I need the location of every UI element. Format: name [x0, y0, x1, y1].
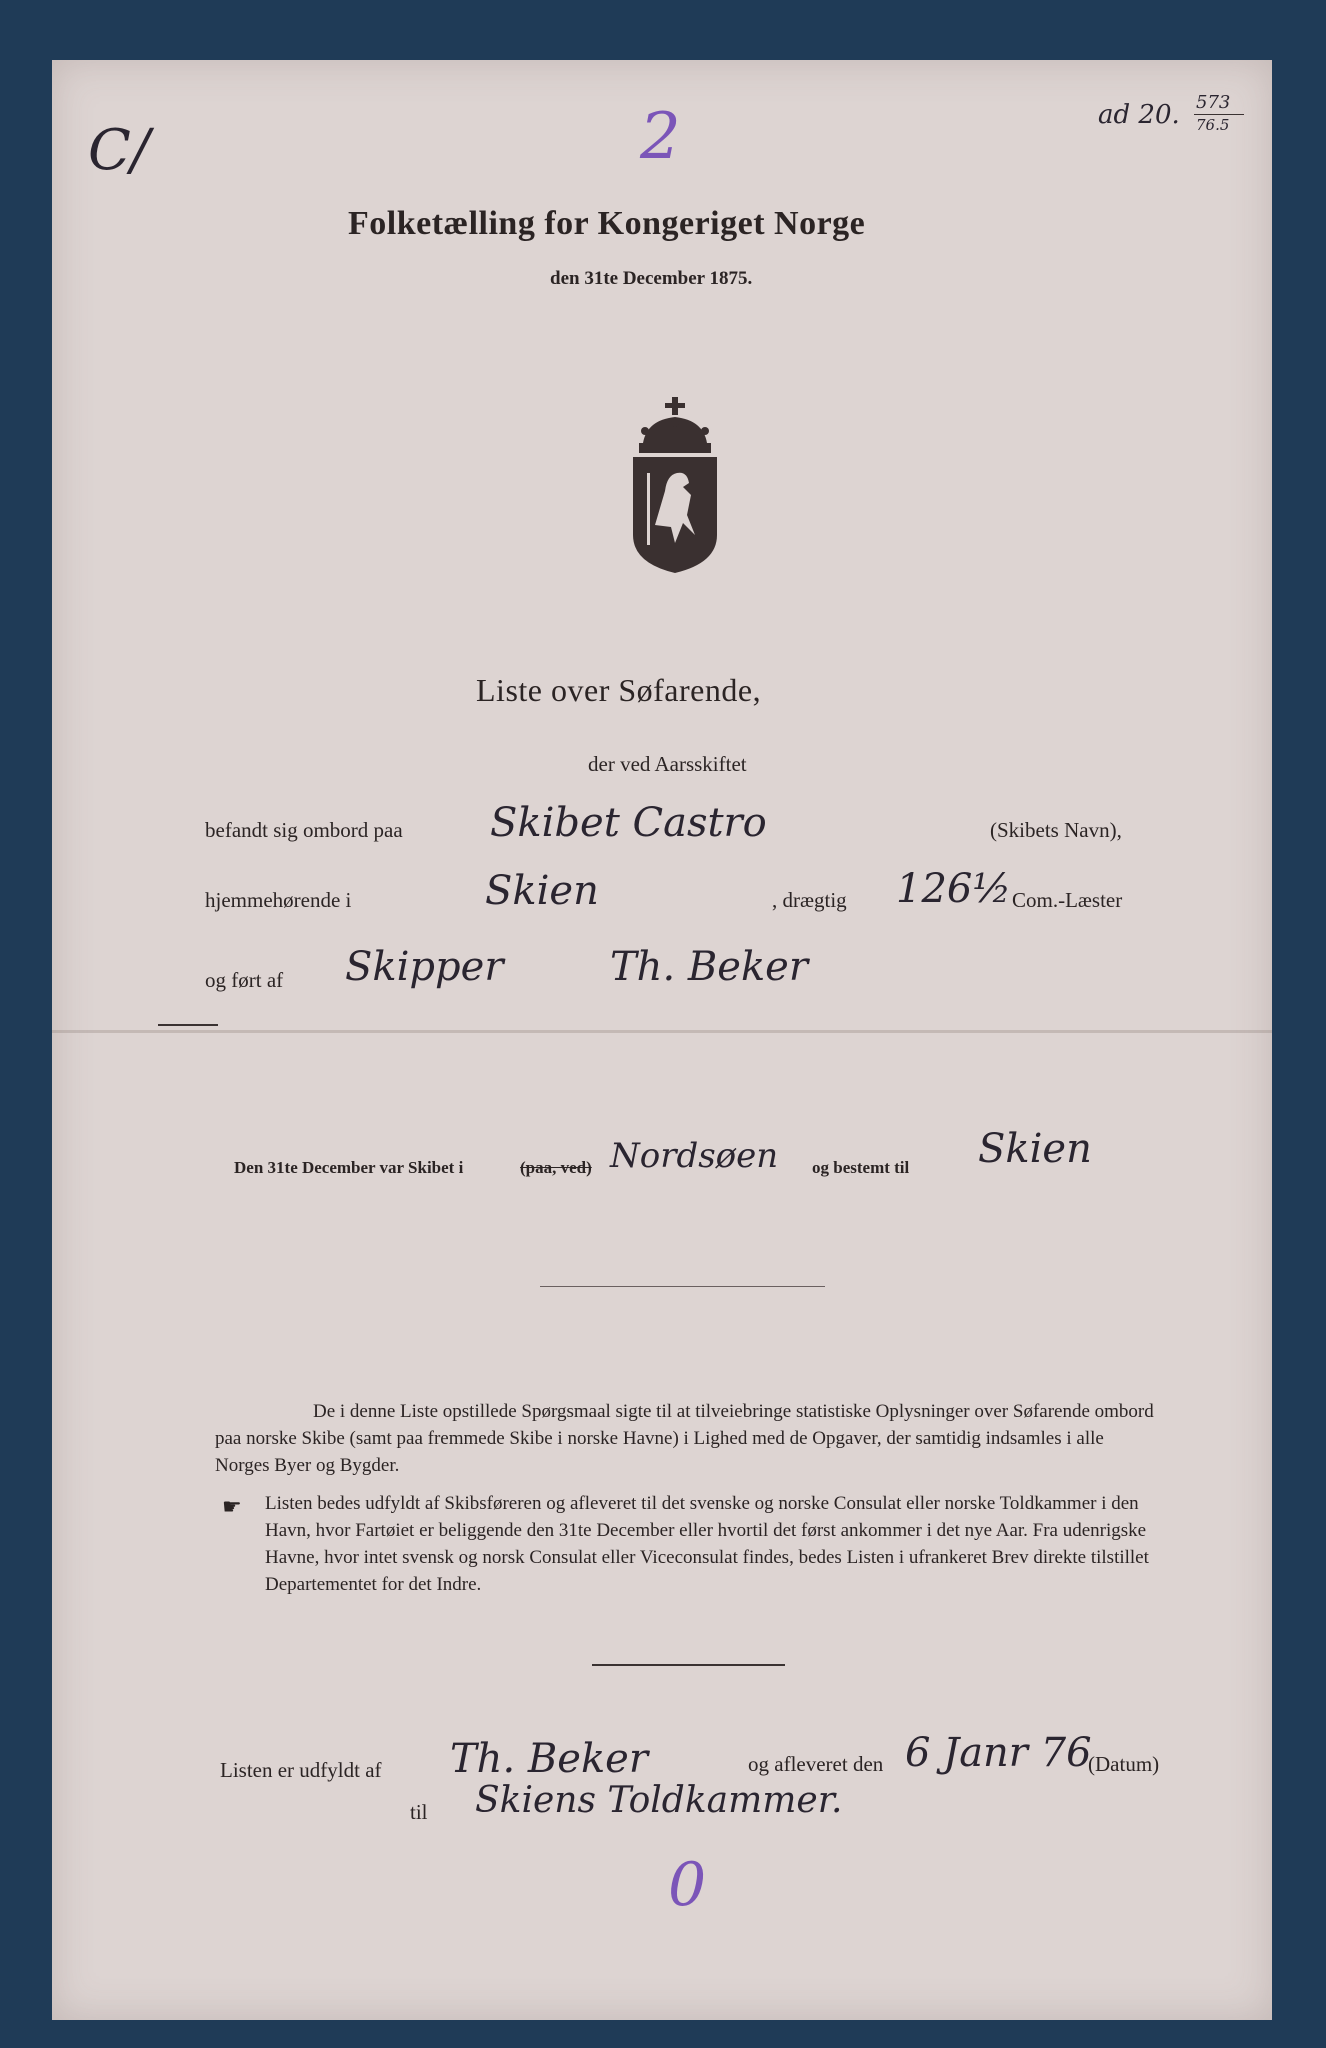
destination-value: Skien — [978, 1126, 1092, 1172]
date-suffix: (Datum) — [1088, 1752, 1160, 1776]
master-label: og ført af — [205, 968, 284, 992]
document-title: Folketælling for Kongeriget Norge — [348, 205, 866, 242]
filled-by-value: Th. Beker — [450, 1736, 648, 1782]
form-subtitle: Liste over Søfarende, — [476, 672, 762, 708]
bottom-mark: 0 — [668, 1850, 707, 1920]
coat-of-arms-icon — [625, 395, 725, 575]
filled-by-label: Listen er udfyldt af — [220, 1758, 382, 1782]
position-value: Nordsøen — [610, 1136, 779, 1176]
document-date: den 31te December 1875. — [550, 268, 753, 289]
tonnage-suffix: Com.-Læster — [1012, 888, 1123, 912]
ship-label: befandt sig ombord paa — [205, 818, 403, 842]
ship-name-value: Skibet Castro — [490, 800, 767, 846]
instructions-paragraph-2: Listen bedes udfyldt af Skibsføreren og afleveret til det svenske og norske Consulat eller norske Toldkammer i den Havn, hvor Fartøiet er beliggende den 31te December eller hvortil det først ankommer i det nye Aar. Fra udenrigske Havne, hvor intet svensk og norsk Consulat eller Viceconsulat findes, bedes Listen i ufrankeret Brev direkte tilstillet Departementet for det Indre. — [265, 1493, 1149, 1595]
margin-note-fraction-bottom: 76.5 — [1196, 116, 1230, 134]
section-divider — [540, 1286, 825, 1287]
delivered-label: og afleveret den — [748, 1752, 884, 1776]
position-struck-text: (paa, ved) — [520, 1158, 592, 1177]
document-page — [52, 60, 1272, 2020]
footer-divider — [592, 1664, 785, 1666]
margin-note-fraction-top: 573 — [1196, 92, 1231, 113]
ship-name-suffix: (Skibets Navn), — [990, 818, 1122, 842]
destination-label: og bestemt til — [812, 1158, 910, 1177]
pointing-hand-icon: ☛ — [222, 1494, 242, 1519]
fraction-line — [1194, 114, 1244, 115]
intro-text: der ved Aarsskiftet — [588, 752, 747, 776]
to-label: til — [410, 1800, 428, 1824]
delivered-date-value: 6 Janr 76 — [905, 1730, 1092, 1776]
master-name-value: Th. Beker — [610, 944, 808, 990]
master-title-value: Skipper — [345, 944, 504, 990]
separator-line — [158, 1024, 218, 1026]
paper-fold — [52, 1030, 1272, 1033]
tonnage-label: , drægtig — [772, 888, 847, 912]
position-label: Den 31te December var Skibet i — [234, 1158, 464, 1177]
home-port-value: Skien — [485, 868, 599, 914]
to-value: Skiens Toldkammer. — [475, 1780, 843, 1821]
page-number-mark: 2 — [640, 100, 681, 174]
margin-note-top-right: ad 20. — [1098, 100, 1180, 130]
instructions-paragraph-1: De i denne Liste opstillede Spørgsmaal sigte til at tilveiebringe statistiske Oplysninger over Søfarende ombord paa norske Skibe (samt paa fremmede Skibe i norske Havne) i Lighed med de Opgaver, der samtidig indsamles i alle Norges Byer og Bygder. — [215, 1401, 1154, 1476]
tonnage-value: 126½ — [896, 866, 1012, 912]
margin-note-top-left: C/ — [88, 118, 150, 183]
home-port-label: hjemmehørende i — [205, 888, 352, 912]
